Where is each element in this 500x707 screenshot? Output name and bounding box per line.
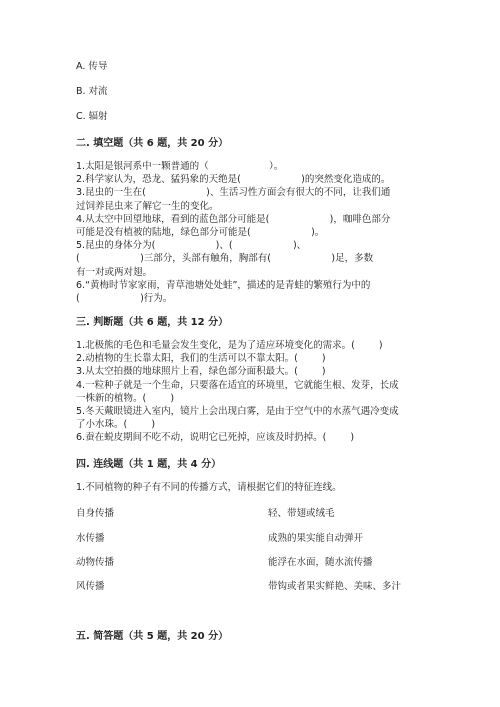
true-false-questions xyxy=(76,339,426,445)
true-false-line: 2.动植物的生长靠太阳，我们的生活可以不靠太阳。( ) xyxy=(76,353,326,365)
true-false-line: 5.冬天戴眼镜进入室内，镜片上会出现白雾，是由于空气中的水蒸气遇冷变成 xyxy=(76,406,399,418)
matching-right-item[interactable]: 能浮在水面，随水流传播 xyxy=(268,557,373,568)
fill-blank-line: 6.“黄梅时节家家雨，青草池塘处处蛙”，描述的是青蛙的繁殖行为中的 xyxy=(76,279,371,291)
fill-blank-line: 可能是没有植被的陆地，绿色部分可能是( )。 xyxy=(76,227,325,239)
option-c: C. 辐射 xyxy=(76,111,108,122)
true-false-line: 4.一粒种子就是一个生命，只要落在适宜的环境里，它就能生根、发芽，长成 xyxy=(76,379,399,391)
section-true-false-title: 三. 判断题（共 6 题，共 12 分） xyxy=(76,317,229,328)
matching-left-item[interactable]: 动物传播 xyxy=(76,557,115,568)
fill-blank-line: 4.从太空中回望地球，看到的蓝色部分可能是( )，咖啡色部分 xyxy=(76,213,391,225)
fill-blank-line: 过饲养昆虫来了解它一生的变化。 xyxy=(76,200,219,212)
matching-left-item[interactable]: 水传播 xyxy=(76,533,105,544)
section-fill-blank-title: 二. 填空题（共 6 题，共 20 分） xyxy=(76,138,229,149)
true-false-line: 一株新的植物。( ) xyxy=(76,392,175,404)
section-short-answer-title: 五. 简答题（共 5 题，共 20 分） xyxy=(76,631,229,642)
matching-right-item[interactable]: 轻、带翅或绒毛 xyxy=(268,508,335,519)
fill-blank-line: 3.昆虫的一生在( )、生活习性方面会有很大的不同，让我们通 xyxy=(76,187,391,199)
true-false-line: 3.从太空拍摄的地球照片上看，绿色部分面积最大。( ) xyxy=(76,366,326,378)
matching-question: 1.不同植物的种子有不同的传播方式，请根据它们的特征连线。 xyxy=(76,482,342,493)
matching-left-item[interactable]: 自身传播 xyxy=(76,508,115,519)
section-matching-title: 四. 连线题（共 1 题，共 4 分） xyxy=(76,459,222,470)
matching-right-item[interactable]: 带钩或者果实鲜艳、美味、多汁 xyxy=(268,581,402,592)
true-false-line: 6.蚕在蜕皮期间不吃不动，说明它已死掉，应该及时扔掉。( ) xyxy=(76,432,355,444)
true-false-line: 1.北极熊的毛色和毛量会发生变化，是为了适应环境变化的需求。( ) xyxy=(76,340,383,351)
option-b: B. 对流 xyxy=(76,86,108,97)
fill-blank-line: 5.昆虫的身体分为( )、( )、 xyxy=(76,240,307,252)
matching-right-item[interactable]: 成熟的果实能自动弹开 xyxy=(268,533,364,544)
true-false-line: 了小水珠。( ) xyxy=(76,419,156,431)
matching-left-item[interactable]: 风传播 xyxy=(76,581,105,592)
fill-blank-line: ( )三部分，头部有触角，胸部有( )足，多数 xyxy=(76,253,374,265)
fill-blank-questions xyxy=(76,160,426,305)
fill-blank-line: ( )行为。 xyxy=(76,293,173,305)
fill-blank-line: 1.太阳是银河系中一颗普通的（ ）。 xyxy=(76,161,284,172)
fill-blank-line: 有一对或两对翅。 xyxy=(76,266,153,278)
option-a: A. 传导 xyxy=(76,61,108,72)
fill-blank-line: 2.科学家认为，恐龙、猛犸象的天绝是( )的突然变化造成的。 xyxy=(76,174,391,186)
